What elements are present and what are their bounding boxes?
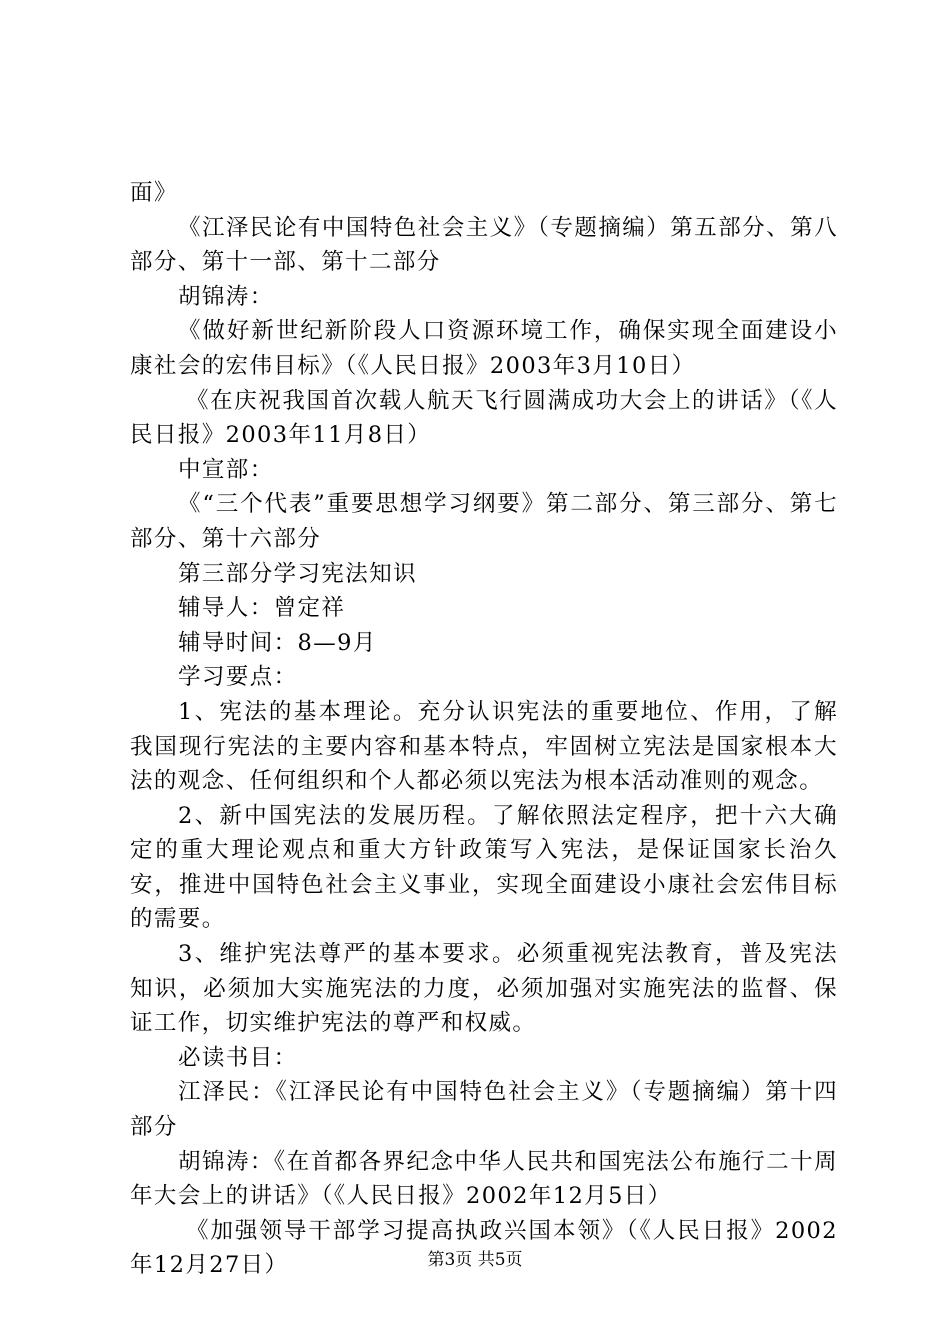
paragraph-reading-three-represents: 《“三个代表”重要思想学习纲要》第二部分、第三部分、第七部分、第十六部分 [130, 491, 838, 552]
paragraph-reading-jiang: 《江泽民论有中国特色社会主义》（专题摘编）第五部分、第八部分、第十一部、第十二部分 [130, 214, 838, 276]
paragraph-reading-hu-1: 《做好新世纪新阶段人口资源环境工作，确保实现全面建设小康社会的宏伟目标》（《人民日报》2003年3月10日） [130, 318, 838, 379]
required-reading-jiang: 江泽民：《江泽民论有中国特色社会主义》（专题摘编）第十四部分 [130, 1079, 838, 1141]
key-points-heading: 学习要点： [178, 664, 298, 691]
paragraph-author-publicity-dept: 中宣部： [178, 456, 274, 483]
key-point-3: 3、维护宪法尊严的基本要求。必须重视宪法教育，普及宪法知识，必须加大实施宪法的力度，必须加强对实施宪法的监督、保证工作，切实维护宪法的尊严和权威。 [130, 941, 838, 1037]
required-reading-hu-2: 《加强领导干部学习提高执政兴国本领》（《人民日报》2002年12月27日） [130, 1217, 838, 1279]
required-reading-hu-1: 胡锦涛：《在首都各界纪念中华人民共和国宪法公布施行二十周年大会上的讲话》（《人民日报》2002年12月5日） [130, 1148, 838, 1210]
tutor-time-line: 辅导时间：8—9月 [178, 629, 377, 656]
document-body [130, 176, 838, 1283]
key-point-1: 1、宪法的基本理论。充分认识宪法的重要地位、作用，了解我国现行宪法的主要内容和基本特点，牢固树立宪法是国家根本大法的观念、任何组织和个人都必须以宪法为根本活动准则的观念。 [130, 698, 838, 795]
section-heading: 第三部分学习宪法知识 [178, 560, 418, 587]
paragraph-reading-hu-2: 《在庆祝我国首次载人航天飞行圆满成功大会上的讲话》（《人民日报》2003年11月8日） [130, 387, 838, 449]
key-point-2: 2、新中国宪法的发展历程。了解依照法定程序，把十六大确定的重大理论观点和重大方针政策写入宪法，是保证国家长治久安，推进中国特色社会主义事业，实现全面建设小康社会宏伟目标的需要。 [130, 802, 838, 933]
page-footer: 第3页 共5页 [427, 1250, 523, 1270]
required-reading-heading: 必读书目： [178, 1044, 298, 1071]
paragraph-author-hu: 胡锦涛： [178, 283, 274, 310]
paragraph-continuation: 面》 [130, 180, 178, 206]
tutor-line: 辅导人：曾定祥 [178, 595, 346, 622]
